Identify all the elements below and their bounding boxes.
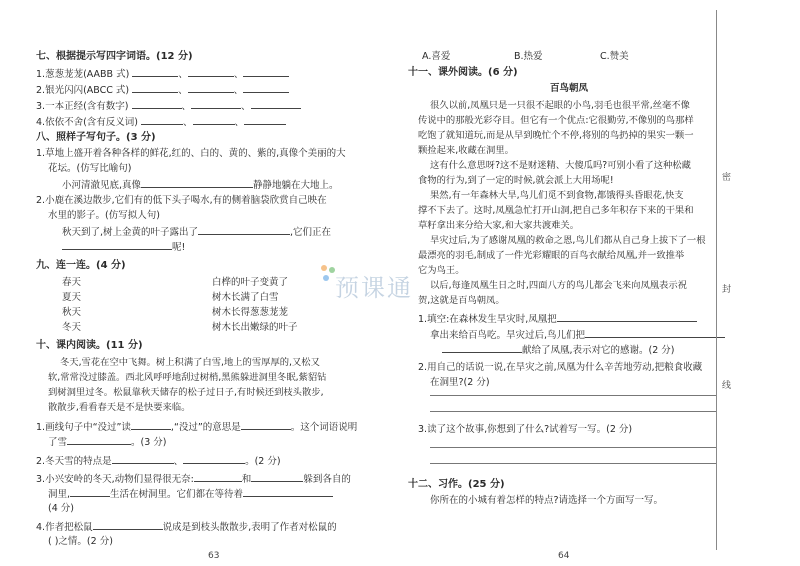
s7-q1-text: 1.葱葱茏茏(AABB 式) (36, 69, 130, 80)
s10-q3: 3.小兴安岭的冬天,动物们显得很无奈: 和 躲到各自的 (36, 474, 351, 485)
s10-q1-cont: 了雪 。(3 分) (48, 437, 167, 448)
section-10-heading: 十、课内阅读。(11 分) (36, 340, 143, 351)
story-line-13: 以后,每逢凤凰生日之时,四面八方的鸟儿都会飞来向凤凰表示祝 (430, 280, 687, 291)
story-line-11: 最漂亮的羽毛,制成了一件光彩耀眼的百鸟衣献给凤凰,并一致推举 (418, 250, 685, 261)
s10-q2: 2.冬天雪的特点是 、 。(2 分) (36, 456, 281, 467)
s7-q4-text: 4.依依不舍(含有反义词) (36, 117, 138, 128)
section-8-heading: 八、照样子写句子。(3 分) (36, 132, 156, 143)
essay-prompt: 你所在的小城有着怎样的特点?请选择一个方面写一写。 (430, 495, 664, 506)
s11-q2a: 2.用自己的话说一说,在旱灾之前,凤凰为什么辛苦地劳动,把粮食收藏 (418, 362, 703, 373)
match-item-2[interactable]: 树木长满了白雪 (212, 292, 279, 303)
option-c[interactable]: C.赞美 (600, 51, 629, 62)
option-a[interactable]: A.喜爱 (422, 51, 451, 62)
s7-q1: 1.葱葱茏茏(AABB 式) 、 、 (36, 67, 289, 81)
s8-q1a: 1.草地上盛开着各种各样的鲜花,红的、白的、黄的、紫的,真像个美丽的大 (36, 148, 346, 159)
s10-q1: 1.画线句子中“没过”读 ,“没过”的意思是 。这个词语说明 (36, 422, 358, 433)
s11-q2b: 在洞里?(2 分) (430, 377, 490, 388)
story-line-6: 食物的行为,到了一定的时候,就会派上大用场呢! (418, 175, 614, 186)
story-line-10: 旱灾过后,为了感谢凤凰的救命之恩,鸟儿们都从自己身上拔下了一根 (430, 235, 706, 246)
s10-q4-cont: ( )之情。(2 分) (48, 536, 113, 547)
s11-q3: 3.读了这个故事,你想到了什么?试着写一写。(2 分) (418, 424, 633, 435)
story-line-12: 它为鸟王。 (418, 265, 465, 276)
answer-line[interactable] (430, 395, 716, 396)
section-11-heading: 十一、课外阅读。(6 分) (408, 67, 518, 78)
answer-line[interactable] (430, 463, 716, 464)
s8-q2a: 2.小鹿在溪边散步,它们有的低下头子喝水,有的侧着脑袋欣赏自己映在 (36, 195, 327, 206)
reading-line-3: 到树洞里过冬。松鼠靠秋天储存的松子过日子,有时候还到枝头散步, (48, 387, 324, 398)
margin-char-3: 线 (722, 381, 732, 391)
season-winter[interactable]: 冬天 (62, 322, 82, 333)
story-line-8: 撑不下去了。这时,凤凰急忙打开山洞,把自己多年积存下来的干果和 (418, 205, 694, 216)
page-number-right: 64 (558, 551, 570, 561)
s10-q4: 4.作者把松鼠 说成是到枝头散散步,表明了作者对松鼠的 (36, 522, 337, 533)
story-line-7: 果然,有一年森林大旱,鸟儿们觅不到食物,都饿得头昏眼花,快支 (430, 190, 684, 201)
reading-line-2: 软,常常没过膝盖。西北风呼呼地刮过树梢,黑熊躲进洞里冬眠,紫貂钻 (48, 372, 327, 383)
option-b[interactable]: B.热爱 (514, 51, 543, 62)
binding-margin-line (716, 10, 717, 550)
margin-char-2: 封 (722, 285, 732, 295)
s11-q1-cont: 拿出来给百鸟吃。旱灾过后,鸟儿们把 (430, 328, 725, 342)
story-line-4: 颗捡起来,收藏在洞里。 (418, 145, 514, 156)
story-line-9: 草籽拿出来分给大家,和大家共渡难关。 (418, 220, 580, 231)
s8-q1-example: 小河清澈见底,真像 静静地躺在大地上。 (62, 180, 339, 191)
page-number-left: 63 (208, 551, 220, 561)
s7-q3: 3.一本正经(含有数字) 、 、 (36, 99, 301, 113)
reading-line-1: 冬天,雪花在空中飞舞。树上积满了白雪,地上的雪厚厚的,又松又 (60, 357, 320, 368)
section-7-heading: 七、根据提示写四字词语。(12 分) (36, 51, 193, 62)
match-item-1[interactable]: 白桦的叶子变黄了 (212, 277, 289, 288)
s11-q1: 1.填空:在森林发生旱灾时,凤凰把 (418, 312, 697, 326)
s7-q4: 4.依依不舍(含有反义词) 、 、 (36, 115, 286, 129)
match-item-4[interactable]: 树木长出嫩绿的叶子 (212, 322, 298, 333)
story-title: 百鸟朝凤 (550, 83, 589, 94)
s7-q2-text: 2.银光闪闪(ABCC 式) (36, 85, 130, 96)
s10-q3-cont: 洞里, 生活在树洞里。它们都在等待着 (48, 487, 333, 501)
story-line-2: 传说中的那般光彩夺目。但它有一个优点:它很勤劳,不像别的鸟那样 (418, 115, 694, 126)
section-12-heading: 十二、习作。(25 分) (408, 479, 505, 490)
s7-q3-text: 3.一本正经(含有数字) (36, 101, 129, 112)
season-spring[interactable]: 春天 (62, 277, 82, 288)
s7-q2: 2.银光闪闪(ABCC 式) 、 、 (36, 83, 289, 97)
section-9-heading: 九、连一连。(4 分) (36, 260, 126, 271)
watermark-text: 预课通 (335, 274, 413, 302)
story-line-14: 贺,这就是百鸟朝凤。 (418, 295, 505, 306)
s10-q3-score: (4 分) (48, 503, 74, 514)
story-line-5: 这有什么意思呀?这不是财迷精、大傻瓜吗?可别小看了这种松藏 (430, 160, 691, 171)
s8-q2-example-end: 呢! (62, 240, 185, 254)
s8-q1b: 花坛。(仿写比喻句) (48, 163, 132, 174)
story-line-1: 很久以前,凤凰只是一只很不起眼的小鸟,羽毛也很平常,丝毫不像 (430, 100, 690, 111)
story-line-3: 吃饱了就知道玩,而是从早到晚忙个不停,将别的鸟扔掉的果实一颗一 (418, 130, 694, 141)
s8-q2-example: 秋天到了,树上金黄的叶子露出了 ,它们正在 (62, 227, 332, 238)
answer-line[interactable] (430, 411, 716, 412)
match-item-3[interactable]: 树木长得葱葱茏茏 (212, 307, 289, 318)
s11-q1-end: 献给了凤凰,表示对它的感谢。(2 分) (442, 343, 675, 357)
right-page (400, 0, 800, 566)
margin-char-1: 密 (722, 173, 732, 183)
reading-line-4: 散散步,看看春天是不是快要来临。 (48, 402, 191, 413)
season-autumn[interactable]: 秋天 (62, 307, 82, 318)
season-summer[interactable]: 夏天 (62, 292, 82, 303)
s8-q2b: 水里的影子。(仿写拟人句) (48, 210, 160, 221)
answer-line[interactable] (430, 447, 716, 448)
